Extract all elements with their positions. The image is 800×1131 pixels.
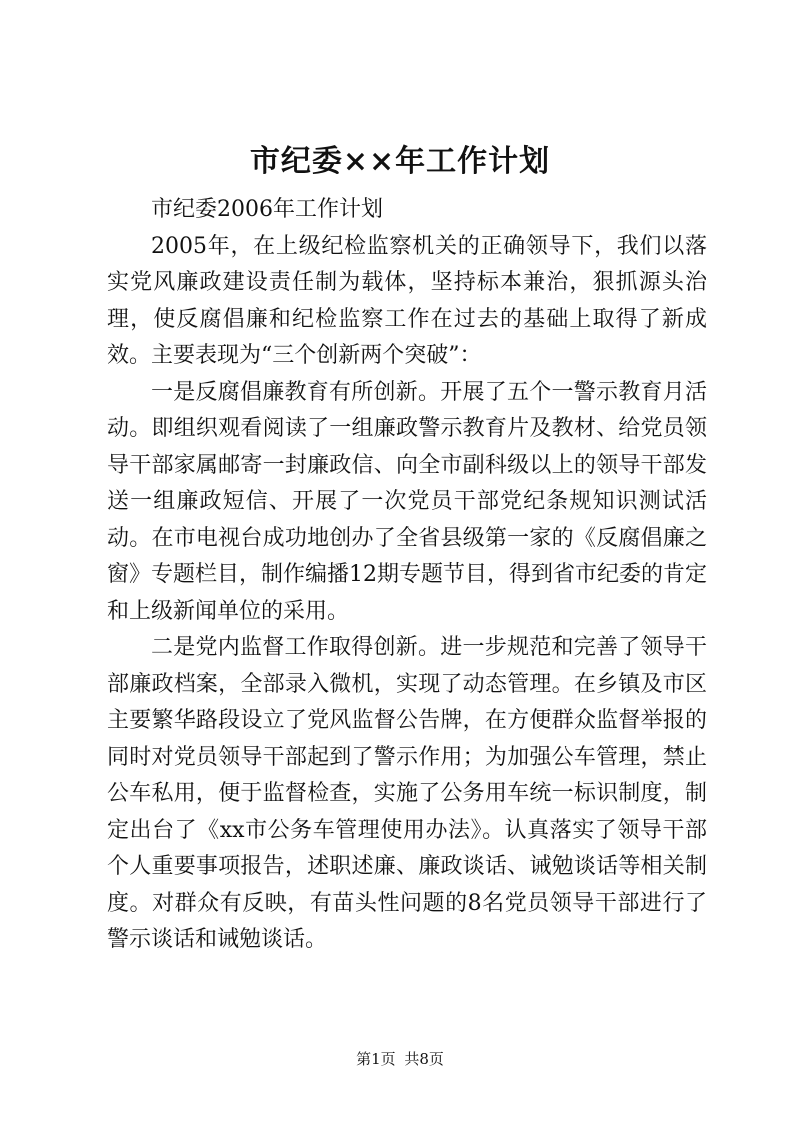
paragraph-supervision: 二是党内监督工作取得创新。进一步规范和完善了领导干部廉政档案，全部录入微机，实现了动态管理。在乡镇及市区主要繁华路段设立了党风监督公告牌，在方便群众监督举报的同时对党员领导干部起到了警示作用；为加强公车管理，禁止公车私用，便于监督检查，实施了公务用车统一标识制度，制定出台了《xx市公务车管理使用办法》。认真落实了领导干部个人重要事项报告，述职述廉、廉政谈话、诫勉谈话等相关制度。对群众有反映，有苗头性问题的8名党员领导干部进行了警示谈话和诫勉谈话。 <box>107 635 707 952</box>
paragraph-subtitle: 市纪委2006年工作计划 <box>151 197 383 222</box>
page-number: 第1页 <box>356 1050 396 1068</box>
paragraph-education: 一是反腐倡廉教育有所创新。开展了五个一警示教育月活动。即组织观看阅读了一组廉政警示教育片及教材、给党员领导干部家属邮寄一封廉政信、向全市副科级以上的领导干部发送一组廉政短信、开展了一次党员干部党纪条规知识测试活动。在市电视台成功地创办了全省县级第一家的《反腐倡廉之窗》专题栏目，制作编播12期专题节目，得到省市纪委的肯定和上级新闻单位的采用。 <box>107 379 707 624</box>
document-title: 市纪委××年工作计划 <box>249 144 551 179</box>
paragraph-intro: 2005年，在上级纪检监察机关的正确领导下，我们以落实党风廉政建设责任制为载体，坚持标本兼治，狠抓源头治理，使反腐倡廉和纪检监察工作在过去的基础上取得了新成效。主要表现为“三个创新两个突破”： <box>107 233 707 368</box>
page-total: 共8页 <box>404 1050 444 1068</box>
page-footer <box>0 1049 800 1069</box>
document-body <box>107 192 707 959</box>
